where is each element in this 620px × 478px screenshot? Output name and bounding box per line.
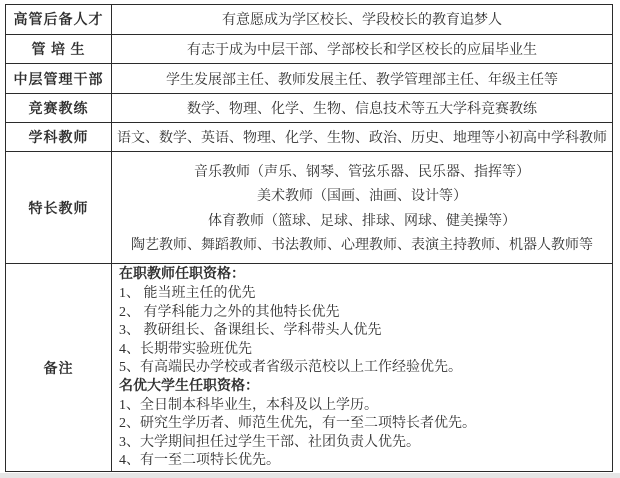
note-item: 5、有高端民办学校或者省级示范校以上工作经验优先。 (119, 360, 462, 376)
note-heading-graduates: 名优大学生任职资格： (119, 379, 259, 395)
note-item: 1、全日制本科毕业生，本科及以上学历。 (119, 397, 378, 413)
note-item: 2、研究生学历者、师范生优先，有一至二项特长者优先。 (119, 416, 476, 432)
row-label: 高管后备人才 (6, 5, 112, 34)
specialty-line-other: 陶艺教师、舞蹈教师、书法教师、心理教师、表演主持教师、机器人教师等 (131, 238, 593, 254)
row-label: 竞赛教练 (6, 94, 112, 122)
row-label: 学科教师 (6, 123, 112, 151)
note-item: 2、 有学科能力之外的其他特长优先 (119, 304, 340, 320)
table-row-remarks (6, 263, 612, 471)
table-row-management-trainee (6, 34, 612, 64)
table-row-specialty-teacher (6, 151, 612, 264)
specialty-line-art: 美术教师（国画、油画、设计等） (257, 189, 467, 205)
note-item: 4、长期带实验班优先 (119, 341, 252, 357)
row-label: 管 培 生 (6, 35, 112, 64)
row-content (112, 152, 612, 264)
specialty-line-music: 音乐教师（声乐、钢琴、管弦乐器、民乐器、指挥等） (194, 164, 530, 180)
row-content: 有意愿成为学区校长、学段校长的教育追梦人 (222, 13, 502, 29)
row-label: 特长教师 (6, 152, 112, 264)
note-item: 1、 能当班主任的优先 (119, 286, 256, 302)
note-item: 4、有一至二项特长优先。 (119, 453, 280, 469)
note-item: 3、大学期间担任过学生干部、社团负责人优先。 (119, 434, 420, 450)
table-row-competition-coach (6, 93, 612, 122)
remarks-content (112, 264, 612, 471)
row-content: 语文、数学、英语、物理、化学、生物、政治、历史、地理等小初高中学科教师 (117, 130, 607, 146)
table-row-middle-management (6, 63, 612, 93)
note-item: 3、 教研组长、备课组长、学科带头人优先 (119, 323, 382, 339)
row-label: 备注 (6, 264, 112, 471)
row-content: 数学、物理、化学、生物、信息技术等五大学科竞赛教练 (187, 102, 537, 118)
table-row-executive-reserve (6, 5, 612, 34)
recruitment-table (5, 4, 613, 472)
page-bottom-edge (0, 473, 620, 478)
row-content: 学生发展部主任、教师发展主任、教学管理部主任、年级主任等 (166, 72, 558, 88)
table-row-subject-teacher (6, 122, 612, 151)
row-content: 有志于成为中层干部、学部校长和学区校长的应届毕业生 (187, 43, 537, 59)
note-heading-inservice: 在职教师任职资格： (119, 267, 245, 283)
specialty-line-pe: 体育教师（篮球、足球、排球、网球、健美操等） (208, 213, 516, 229)
row-label: 中层管理干部 (6, 64, 112, 93)
